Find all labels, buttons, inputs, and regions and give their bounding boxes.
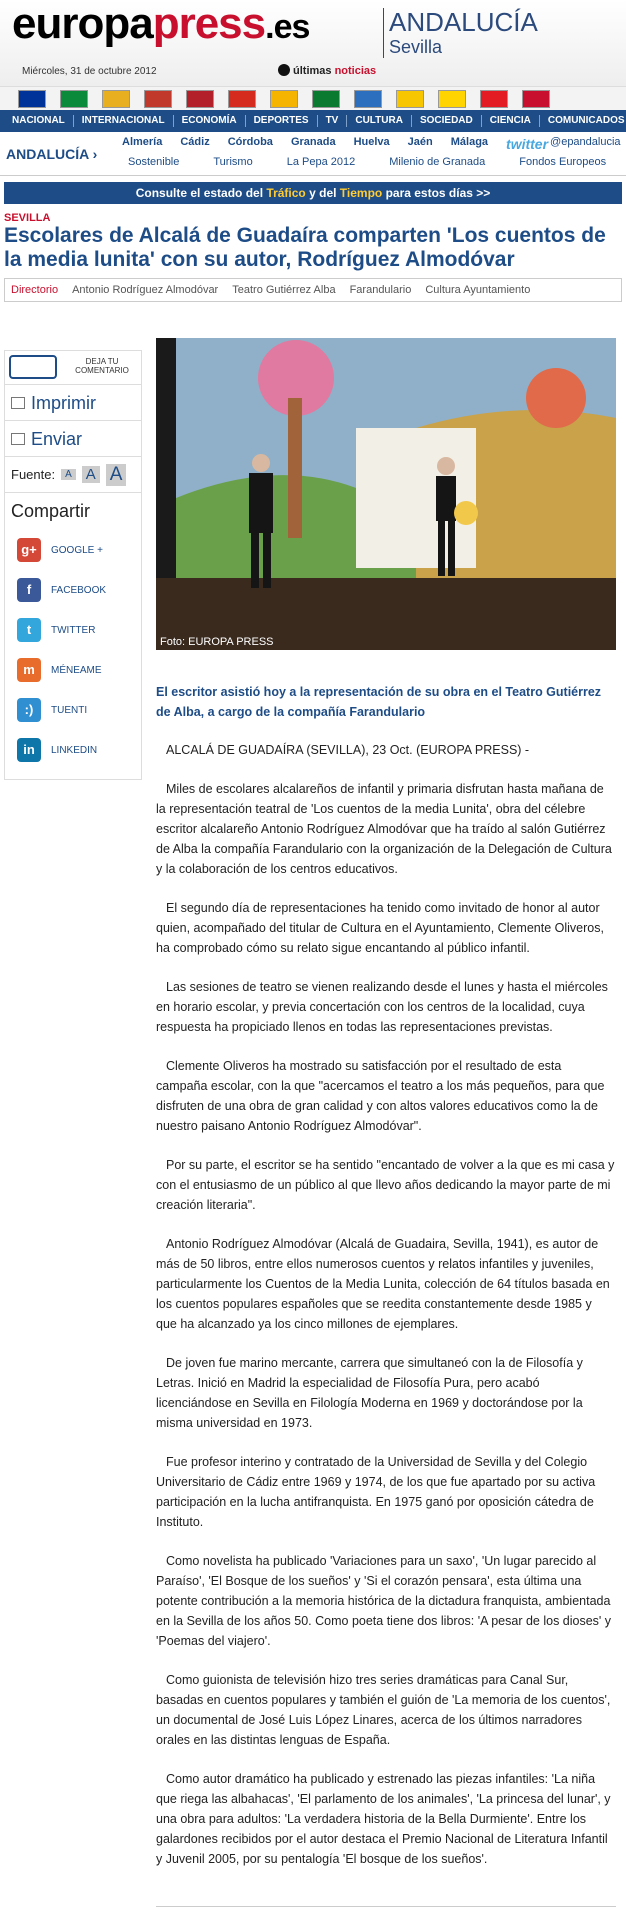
comment-label: DEJA TU COMENTARIO xyxy=(75,357,129,375)
article-paragraphs xyxy=(156,740,616,1869)
share-list xyxy=(5,530,141,770)
article-paragraph: Por su parte, el escritor se ha sentido "encantado de volver a la que es mi casa y con el entusiasmo de un público al que llevo años dedicando la mayor parte de mi creación literaria". xyxy=(156,1158,615,1212)
photo-caption: Foto: EUROPA PRESS xyxy=(160,636,274,648)
subnav-province-link[interactable]: Málaga xyxy=(450,136,489,148)
subnav-province-link[interactable]: Jaén xyxy=(407,136,433,148)
subnav-topic-link[interactable]: Fondos Europeos xyxy=(519,156,607,168)
comment-button[interactable] xyxy=(5,351,141,385)
printer-icon xyxy=(11,397,25,409)
banner-trafico: Tráfico xyxy=(266,186,306,200)
clock-icon xyxy=(278,64,290,76)
nav-item[interactable]: CULTURA xyxy=(347,115,412,127)
section-label: SEVILLA xyxy=(4,212,51,224)
share-network-icon: :) xyxy=(17,698,41,722)
share-0[interactable] xyxy=(5,530,141,570)
region-flags xyxy=(0,86,626,110)
article-paragraph: Antonio Rodríguez Almodóvar (Alcalá de Guadaira, Sevilla, 1941), es autor de más de 50 libros, entre ellos numerosos cuentos y relatos infantiles y juveniles, particularmente los Cuentos de la Media Lunita, colección de 64 títulos basada en los cuentos populares españoles que se reedita constantemente desde 1985 y que ha alcanzado ya los cinco millones de ejemplares. xyxy=(156,1237,610,1331)
banner-text: y del xyxy=(305,186,340,200)
share-label: TWITTER xyxy=(51,624,96,636)
twitter-icon[interactable]: twitter xyxy=(506,136,549,152)
tag-link[interactable]: Cultura Ayuntamiento xyxy=(425,284,531,296)
nav-item[interactable]: DEPORTES xyxy=(246,115,318,127)
subnav-province-link[interactable]: Córdoba xyxy=(227,136,273,148)
region-block[interactable] xyxy=(383,8,538,58)
region-flag-icon[interactable] xyxy=(144,90,172,108)
subnav-topics xyxy=(128,156,606,168)
share-network-icon: g+ xyxy=(17,538,41,562)
subnav-provinces xyxy=(122,136,621,152)
article-paragraph: Como novelista ha publicado 'Variaciones para un saxo', 'Un lugar parecido al Paraíso', 'El Bosque de los sueños' y 'Si el corazón pensara', esta última una potente contribución a la memoria histórica de la dictadura franquista, ambientada en la Sevilla de los años 50. Como poeta tiene dos libros: 'A pesar de los dioses' y 'Poemas del viajero'. xyxy=(156,1554,612,1648)
region-flag-icon[interactable] xyxy=(312,90,340,108)
subnav-topic-link[interactable]: Sostenible xyxy=(128,156,180,168)
banner-text: Consulte el estado del xyxy=(135,186,267,200)
region-flag-icon[interactable] xyxy=(102,90,130,108)
noticias-label: noticias xyxy=(334,65,377,77)
article-paragraph: ALCALÁ DE GUADAÍRA (SEVILLA), 23 Oct. (EUROPA PRESS) - xyxy=(166,743,530,757)
region-flag-icon[interactable] xyxy=(186,90,214,108)
banner-text: para estos días >> xyxy=(382,186,491,200)
bottom-share-bar xyxy=(156,1906,616,1918)
nav-item[interactable]: CIENCIA xyxy=(482,115,540,127)
nav-item[interactable]: COMUNICADOS xyxy=(547,115,625,126)
region-name: ANDALUCÍA xyxy=(389,7,538,37)
region-flag-icon[interactable] xyxy=(18,90,46,108)
subnav-topic-link[interactable]: La Pepa 2012 xyxy=(286,156,356,168)
subnav-province-link[interactable]: Granada xyxy=(290,136,336,148)
share-label: FACEBOOK xyxy=(51,584,107,596)
font-small-button[interactable]: A xyxy=(61,469,76,480)
twitter-handle[interactable]: @epandalucia xyxy=(550,136,621,148)
article-paragraph: Las sesiones de teatro se vienen realizando desde el lunes y hasta el miércoles en horario escolar, y previa concertación con los centros de la localidad, cuya respuesta ha propiciado llenos en todas las representaciones previstas. xyxy=(156,980,608,1034)
site-logo[interactable] xyxy=(12,2,309,49)
share-label: LINKEDIN xyxy=(51,744,98,756)
send-label: Enviar xyxy=(31,429,83,449)
share-heading: Compartir xyxy=(11,501,91,521)
share-4[interactable] xyxy=(5,690,141,730)
region-flag-icon[interactable] xyxy=(480,90,508,108)
tag-link[interactable]: Antonio Rodríguez Almodóvar xyxy=(72,284,219,296)
article-lead: El escritor asistió hoy a la representación de su obra en el Teatro Gutiérrez de Alba, a cargo de la compañía Farandulario xyxy=(156,685,602,719)
article-paragraph: Como autor dramático ha publicado y estrenado las piezas infantiles: 'La niña que riega las albahacas', 'El parlamento de los animales', 'La princesa del lunar', y una obra para adultos: 'La verdadera historia de la Bella Durmiente'. Entre los galardones recibidos por el autor destaca el Premio Nacional de Literatura Infantil y Juvenil 2005, por su pentalogía 'El bosque de los sueños'. xyxy=(156,1772,611,1866)
print-label: Imprimir xyxy=(31,393,96,413)
share-5[interactable] xyxy=(5,730,141,770)
font-large-button[interactable]: A xyxy=(106,464,127,486)
envelope-icon xyxy=(11,433,25,445)
region-flag-icon[interactable] xyxy=(228,90,256,108)
article-paragraph: De joven fue marino mercante, carrera que simultaneó con la de Filosofía y Letras. Inició en Madrid la especialidad de Filosofía Pura, pero acabó licenciándose en Sevilla en Filología Moderna en 1969 y doctorándose por la misma universidad en 1973. xyxy=(156,1356,583,1430)
chevron-right-icon: › xyxy=(92,146,98,162)
andalucia-subnav xyxy=(0,132,626,176)
nav-item[interactable]: TV xyxy=(318,115,348,127)
article-tools xyxy=(4,350,142,780)
comment-bubble-icon xyxy=(9,355,57,379)
share-network-icon: f xyxy=(17,578,41,602)
tag-bar xyxy=(4,278,622,302)
article-title: Escolares de Alcalá de Guadaíra comparten 'Los cuentos de la media lunita' con su autor, Rodríguez Almodóvar xyxy=(4,224,606,271)
share-label: MÉNEAME xyxy=(51,664,102,676)
subnav-topic-link[interactable]: Turismo xyxy=(213,156,253,168)
font-size-control xyxy=(5,457,141,493)
nav-item[interactable]: INTERNACIONAL xyxy=(74,115,174,127)
nav-item[interactable]: SOCIEDAD xyxy=(412,115,482,127)
article-body xyxy=(156,682,616,1888)
share-network-icon: m xyxy=(17,658,41,682)
subnav-topic-link[interactable]: Milenio de Granada xyxy=(389,156,486,168)
region-flag-icon[interactable] xyxy=(438,90,466,108)
share-network-icon: t xyxy=(17,618,41,642)
font-medium-button[interactable]: A xyxy=(82,466,100,483)
region-flag-icon[interactable] xyxy=(270,90,298,108)
share-label: GOOGLE + xyxy=(51,544,103,556)
region-flag-icon[interactable] xyxy=(60,90,88,108)
share-2[interactable] xyxy=(5,610,141,650)
subnav-province-link[interactable]: Cádiz xyxy=(180,136,210,148)
ultimas-noticias-link[interactable] xyxy=(278,64,376,77)
city-name: Sevilla xyxy=(389,37,443,57)
article-paragraph: Miles de escolares alcalareños de infantil y primaria disfrutan hasta mañana de la representación teatral de 'Los cuentos de la media Lunita', obra del célebre escritor alcalareño Antonio Rodríguez Almodóvar que ha traído al salón Gutiérrez de Alba la compañía Farandulario con la organización de la Delegación de Cultura y la colaboración de los centros educativos. xyxy=(156,782,612,876)
logo-part: europa xyxy=(12,0,153,48)
article-paragraph: Fue profesor interino y contratado de la Universidad de Sevilla y del Colegio Universitario de Cádiz entre 1969 y 1974, de los que fue apartado por su activa participación en la lucha antifranquista. En 1975 ganó por oposición cátedra de Instituto. xyxy=(156,1455,596,1529)
subnav-label-text: ANDALUCÍA xyxy=(6,146,89,162)
logo-part: press xyxy=(152,0,266,48)
region-flag-icon[interactable] xyxy=(522,90,550,108)
article-paragraph: Clemente Oliveros ha mostrado su satisfacción por el resultado de esta campaña escolar, con la que "acercamos el teatro a los más pequeños, para que disfruten de una obra de gran calidad y con altos valores educativos como la de nuestro paisano Antonio Rodríguez Almodóvar". xyxy=(156,1059,605,1133)
subnav-province-link[interactable]: Huelva xyxy=(353,136,390,148)
nav-item[interactable]: ECONOMÍA xyxy=(174,115,246,127)
region-flag-icon[interactable] xyxy=(354,90,382,108)
share-1[interactable] xyxy=(5,570,141,610)
site-header xyxy=(0,0,626,86)
share-network-icon: in xyxy=(17,738,41,762)
send-button[interactable] xyxy=(5,421,141,457)
article-paragraph: El segundo día de representaciones ha tenido como invitado de honor al autor quien, acompañado del titular de Cultura en el Ayuntamiento, Clemente Oliveros, ha comprobado cómo su relato sigue encantando al público infantil. xyxy=(156,901,604,955)
traffic-weather-banner[interactable] xyxy=(4,182,622,204)
stage-scene xyxy=(156,338,616,650)
print-button[interactable] xyxy=(5,385,141,421)
tag-link[interactable]: Teatro Gutiérrez Alba xyxy=(232,284,336,296)
article-paragraph: Como guionista de televisión hizo tres series dramáticas para Canal Sur, basadas en cuentos populares y también el guión de 'La memoria de los cuentos', un documental de José Luis López Linares, acerca de los últimos narradores orales en las distintas lenguas de España. xyxy=(156,1673,611,1747)
ultimas-label: últimas xyxy=(293,65,332,77)
tag-link[interactable]: Directorio xyxy=(11,284,59,296)
article-photo xyxy=(156,338,616,650)
logo-part: .es xyxy=(265,8,310,46)
font-label: Fuente: xyxy=(11,467,56,482)
region-flag-icon[interactable] xyxy=(396,90,424,108)
main-nav xyxy=(0,110,626,132)
share-3[interactable] xyxy=(5,650,141,690)
subnav-label[interactable] xyxy=(6,146,97,162)
share-label: TUENTI xyxy=(51,704,88,716)
tag-link[interactable]: Farandulario xyxy=(349,284,412,296)
current-date: Miércoles, 31 de octubre 2012 xyxy=(22,66,157,77)
nav-item[interactable]: NACIONAL xyxy=(4,115,74,127)
subnav-province-link[interactable]: Almería xyxy=(122,136,163,148)
banner-tiempo: Tiempo xyxy=(339,186,383,200)
